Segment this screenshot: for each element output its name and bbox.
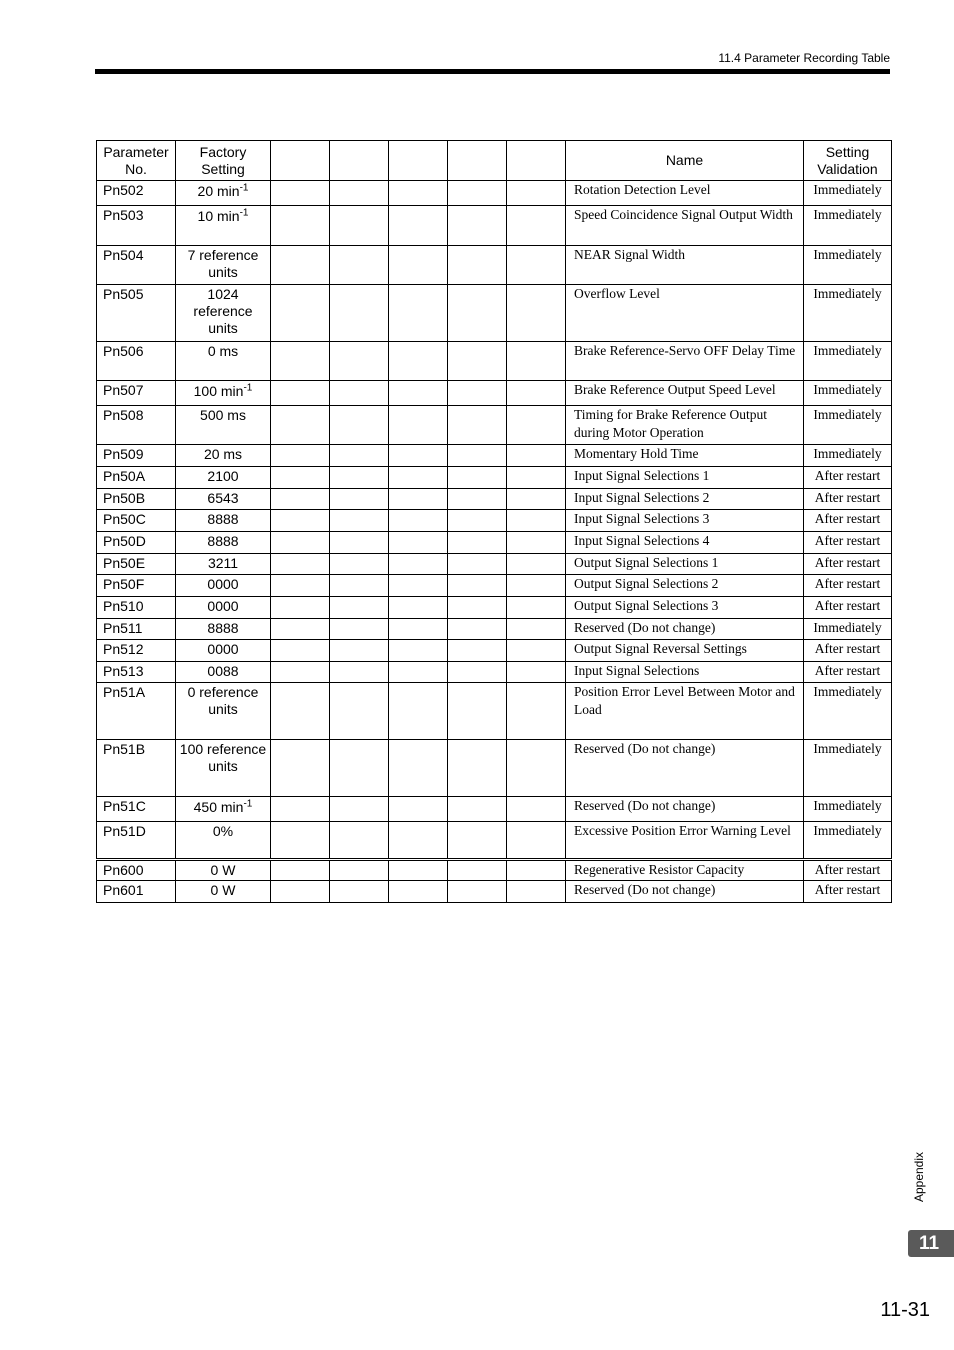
parameter-no-cell: Pn502 (97, 181, 176, 206)
setting-validation-cell: Immediately (804, 381, 892, 406)
parameter-name-cell: Regenerative Resistor Capacity (566, 860, 804, 881)
factory-setting-cell (176, 381, 271, 406)
recording-cell (330, 822, 389, 860)
parameter-name-cell: Output Signal Selections 1 (566, 554, 804, 575)
appendix-label-text: Appendix (912, 1151, 926, 1203)
recording-cell (330, 342, 389, 381)
setting-validation-cell: After restart (804, 597, 892, 619)
factory-setting-cell (176, 285, 271, 342)
factory-setting-cell (176, 489, 271, 510)
recording-cell (271, 467, 330, 489)
recording-cell (507, 181, 566, 206)
setting-validation-cell: Immediately (804, 206, 892, 246)
table-row (97, 640, 892, 662)
recording-cell (271, 532, 330, 554)
recording-cell (271, 619, 330, 640)
parameter-name-cell: Speed Coincidence Signal Output Width (566, 206, 804, 246)
factory-setting-value: 100 min (193, 383, 244, 399)
recording-cell (389, 342, 448, 381)
recording-cell (271, 860, 330, 881)
setting-validation-cell: After restart (804, 510, 892, 532)
parameter-name-cell: Timing for Brake Reference Output during Motor Operation (566, 406, 804, 445)
recording-cell (448, 640, 507, 662)
recording-cell (271, 206, 330, 246)
recording-cell (507, 445, 566, 467)
parameter-name-cell: Brake Reference Output Speed Level (566, 381, 804, 406)
factory-setting-cell (176, 797, 271, 822)
factory-setting-value: 0 reference units (187, 684, 259, 717)
unit-exponent: -1 (239, 182, 249, 194)
parameter-name-cell: Input Signal Selections 2 (566, 489, 804, 510)
recording-cell (330, 619, 389, 640)
setting-validation-cell: Immediately (804, 740, 892, 797)
recording-cell (330, 740, 389, 797)
parameter-name-cell: Input Signal Selections 4 (566, 532, 804, 554)
recording-cell (448, 510, 507, 532)
setting-validation-cell: After restart (804, 860, 892, 881)
recording-cell (330, 532, 389, 554)
recording-cell (330, 181, 389, 206)
header-rule (95, 69, 890, 74)
table-row (97, 662, 892, 683)
recording-cell (507, 740, 566, 797)
recording-cell (507, 619, 566, 640)
parameter-no-cell: Pn50D (97, 532, 176, 554)
recording-cell (507, 406, 566, 445)
recording-cell (448, 445, 507, 467)
recording-cell (330, 860, 389, 881)
table-row (97, 510, 892, 532)
parameter-name-cell: Reserved (Do not change) (566, 881, 804, 903)
factory-setting-value: 0000 (207, 641, 239, 657)
factory-setting-value: 1024 reference units (193, 286, 253, 336)
table-row (97, 406, 892, 445)
recording-cell (271, 445, 330, 467)
recording-cell (330, 881, 389, 903)
parameter-no-cell: Pn512 (97, 640, 176, 662)
recording-cell (507, 381, 566, 406)
recording-cell (330, 640, 389, 662)
table-row (97, 532, 892, 554)
parameter-no-cell: Pn508 (97, 406, 176, 445)
parameter-name-cell: Reserved (Do not change) (566, 797, 804, 822)
recording-cell (448, 406, 507, 445)
table-row (97, 597, 892, 619)
factory-setting-cell (176, 860, 271, 881)
recording-cell (389, 206, 448, 246)
recording-cell (389, 640, 448, 662)
recording-cell (389, 406, 448, 445)
parameter-no-cell: Pn506 (97, 342, 176, 381)
recording-cell (271, 597, 330, 619)
recording-cell (507, 285, 566, 342)
factory-setting-value: 100 reference units (179, 741, 267, 774)
parameter-no-cell: Pn51C (97, 797, 176, 822)
recording-cell (271, 554, 330, 575)
factory-setting-cell (176, 246, 271, 285)
table-row (97, 683, 892, 740)
recording-cell (448, 381, 507, 406)
recording-cell (507, 822, 566, 860)
recording-cell (271, 342, 330, 381)
recording-cell (448, 575, 507, 597)
recording-cell (330, 510, 389, 532)
recording-cell (448, 740, 507, 797)
table-row (97, 206, 892, 246)
recording-cell (330, 206, 389, 246)
factory-setting-cell (176, 662, 271, 683)
factory-setting-value: 2100 (207, 468, 239, 484)
factory-setting-cell (176, 181, 271, 206)
factory-setting-value: 6543 (207, 490, 239, 506)
factory-setting-value: 20 min (197, 183, 240, 199)
table-row (97, 445, 892, 467)
table-row (97, 554, 892, 575)
factory-setting-value: 500 ms (200, 407, 246, 423)
recording-cell (389, 510, 448, 532)
setting-validation-cell: Immediately (804, 342, 892, 381)
setting-validation-cell: Immediately (804, 285, 892, 342)
factory-setting-value: 8888 (207, 533, 239, 549)
recording-cell (448, 822, 507, 860)
factory-setting-cell (176, 467, 271, 489)
setting-validation-cell: After restart (804, 881, 892, 903)
unit-exponent: -1 (243, 382, 253, 394)
recording-cell (389, 285, 448, 342)
factory-setting-cell (176, 342, 271, 381)
factory-setting-cell (176, 881, 271, 903)
recording-cell (448, 683, 507, 740)
parameter-name-cell: Brake Reference-Servo OFF Delay Time (566, 342, 804, 381)
recording-cell (448, 662, 507, 683)
header-blank (507, 141, 566, 181)
parameter-name-cell: Output Signal Reversal Settings (566, 640, 804, 662)
recording-cell (389, 662, 448, 683)
recording-cell (507, 860, 566, 881)
parameter-no-cell: Pn50E (97, 554, 176, 575)
recording-cell (389, 181, 448, 206)
recording-cell (507, 532, 566, 554)
recording-cell (389, 683, 448, 740)
recording-cell (389, 489, 448, 510)
recording-cell (389, 797, 448, 822)
chapter-tab: 11 (908, 1230, 954, 1257)
parameter-name-cell: Input Signal Selections 3 (566, 510, 804, 532)
parameter-name-cell: Rotation Detection Level (566, 181, 804, 206)
recording-cell (389, 467, 448, 489)
recording-cell (448, 597, 507, 619)
recording-cell (330, 489, 389, 510)
table-row (97, 619, 892, 640)
parameter-name-cell: Excessive Position Error Warning Level (566, 822, 804, 860)
table-row (97, 740, 892, 797)
setting-validation-cell: After restart (804, 467, 892, 489)
recording-cell (389, 532, 448, 554)
recording-cell (330, 467, 389, 489)
recording-cell (330, 554, 389, 575)
recording-cell (448, 881, 507, 903)
parameter-name-cell: Output Signal Selections 3 (566, 597, 804, 619)
recording-cell (507, 881, 566, 903)
factory-setting-cell (176, 575, 271, 597)
page-number: 11-31 (880, 1299, 930, 1321)
table-row (97, 285, 892, 342)
parameter-name-cell: Reserved (Do not change) (566, 619, 804, 640)
header-parameter-no: Parameter No. (97, 141, 176, 181)
parameter-no-cell: Pn503 (97, 206, 176, 246)
header-factory-setting: Factory Setting (176, 141, 271, 181)
recording-cell (507, 797, 566, 822)
factory-setting-value: 0000 (207, 576, 239, 592)
factory-setting-cell (176, 554, 271, 575)
recording-cell (448, 246, 507, 285)
recording-cell (448, 554, 507, 575)
recording-cell (389, 740, 448, 797)
parameter-no-cell: Pn51D (97, 822, 176, 860)
setting-validation-cell: After restart (804, 532, 892, 554)
recording-cell (448, 342, 507, 381)
parameter-name-cell: Input Signal Selections (566, 662, 804, 683)
recording-cell (389, 246, 448, 285)
header-setting-validation: Setting Validation (804, 141, 892, 181)
recording-cell (507, 683, 566, 740)
setting-validation-cell: After restart (804, 575, 892, 597)
table-row (97, 797, 892, 822)
recording-cell (330, 406, 389, 445)
recording-cell (389, 597, 448, 619)
factory-setting-cell (176, 619, 271, 640)
recording-cell (507, 554, 566, 575)
header-name: Name (566, 141, 804, 181)
factory-setting-cell (176, 597, 271, 619)
factory-setting-value: 0 W (210, 882, 236, 898)
recording-cell (271, 246, 330, 285)
recording-cell (389, 575, 448, 597)
factory-setting-value: 0 W (210, 862, 236, 878)
factory-setting-cell (176, 640, 271, 662)
recording-cell (507, 489, 566, 510)
parameter-no-cell: Pn51B (97, 740, 176, 797)
recording-cell (507, 575, 566, 597)
parameter-recording-table (96, 140, 892, 903)
unit-exponent: -1 (243, 798, 253, 810)
parameter-name-cell: Position Error Level Between Motor and Load (566, 683, 804, 740)
factory-setting-cell (176, 445, 271, 467)
header-blank (448, 141, 507, 181)
recording-cell (271, 797, 330, 822)
table-row (97, 489, 892, 510)
parameter-no-cell: Pn600 (97, 860, 176, 881)
setting-validation-cell: Immediately (804, 683, 892, 740)
parameter-no-cell: Pn50A (97, 467, 176, 489)
recording-cell (507, 206, 566, 246)
parameter-name-cell: Output Signal Selections 2 (566, 575, 804, 597)
setting-validation-cell: Immediately (804, 406, 892, 445)
recording-cell (448, 181, 507, 206)
recording-cell (507, 510, 566, 532)
factory-setting-cell (176, 406, 271, 445)
recording-cell (448, 532, 507, 554)
factory-setting-value: 450 min (193, 799, 244, 815)
setting-validation-cell: Immediately (804, 181, 892, 206)
recording-cell (448, 489, 507, 510)
recording-cell (389, 445, 448, 467)
factory-setting-cell (176, 510, 271, 532)
parameter-no-cell: Pn50F (97, 575, 176, 597)
factory-setting-value: 0% (212, 823, 234, 839)
recording-cell (448, 285, 507, 342)
running-header: 11.4 Parameter Recording Table (718, 51, 890, 65)
parameter-no-cell: Pn504 (97, 246, 176, 285)
table-row (97, 860, 892, 881)
setting-validation-cell: After restart (804, 489, 892, 510)
recording-cell (389, 860, 448, 881)
recording-cell (271, 740, 330, 797)
recording-cell (389, 619, 448, 640)
table-row (97, 467, 892, 489)
recording-cell (271, 683, 330, 740)
parameter-name-cell: Input Signal Selections 1 (566, 467, 804, 489)
recording-cell (330, 246, 389, 285)
recording-cell (448, 619, 507, 640)
setting-validation-cell: After restart (804, 554, 892, 575)
table-row (97, 381, 892, 406)
recording-cell (330, 575, 389, 597)
setting-validation-cell: Immediately (804, 619, 892, 640)
setting-validation-cell: Immediately (804, 822, 892, 860)
recording-cell (271, 575, 330, 597)
recording-cell (507, 597, 566, 619)
recording-cell (271, 510, 330, 532)
recording-cell (389, 881, 448, 903)
recording-cell (271, 285, 330, 342)
parameter-name-cell: NEAR Signal Width (566, 246, 804, 285)
recording-cell (448, 467, 507, 489)
parameter-no-cell: Pn511 (97, 619, 176, 640)
setting-validation-cell: Immediately (804, 797, 892, 822)
factory-setting-value: 3211 (207, 555, 239, 571)
parameter-no-cell: Pn50B (97, 489, 176, 510)
factory-setting-value: 0088 (207, 663, 239, 679)
factory-setting-value: 8888 (207, 511, 239, 527)
setting-validation-cell: After restart (804, 662, 892, 683)
setting-validation-cell: After restart (804, 640, 892, 662)
recording-cell (448, 797, 507, 822)
recording-cell (389, 822, 448, 860)
parameter-no-cell: Pn507 (97, 381, 176, 406)
recording-cell (271, 381, 330, 406)
table-row (97, 822, 892, 860)
recording-cell (507, 342, 566, 381)
factory-setting-value: 0000 (207, 598, 239, 614)
factory-setting-value: 10 min (197, 208, 240, 224)
recording-cell (507, 246, 566, 285)
table-row (97, 246, 892, 285)
recording-cell (271, 489, 330, 510)
table-row (97, 575, 892, 597)
header-blank (330, 141, 389, 181)
recording-cell (448, 206, 507, 246)
factory-setting-value: 8888 (207, 620, 239, 636)
recording-cell (507, 467, 566, 489)
setting-validation-cell: Immediately (804, 246, 892, 285)
factory-setting-cell (176, 206, 271, 246)
recording-cell (271, 662, 330, 683)
factory-setting-cell (176, 740, 271, 797)
recording-cell (271, 406, 330, 445)
recording-cell (330, 381, 389, 406)
parameter-no-cell: Pn51A (97, 683, 176, 740)
appendix-side-label (909, 1148, 929, 1208)
recording-cell (271, 181, 330, 206)
recording-cell (330, 597, 389, 619)
recording-cell (448, 860, 507, 881)
parameter-no-cell: Pn50C (97, 510, 176, 532)
factory-setting-cell (176, 683, 271, 740)
recording-cell (271, 822, 330, 860)
parameter-name-cell: Overflow Level (566, 285, 804, 342)
parameter-no-cell: Pn601 (97, 881, 176, 903)
parameter-no-cell: Pn510 (97, 597, 176, 619)
factory-setting-value: 7 reference units (187, 247, 259, 280)
factory-setting-value: 20 ms (203, 446, 243, 462)
table-row (97, 881, 892, 903)
recording-cell (330, 445, 389, 467)
recording-cell (389, 554, 448, 575)
parameter-name-cell: Reserved (Do not change) (566, 740, 804, 797)
recording-cell (330, 662, 389, 683)
recording-cell (507, 662, 566, 683)
table-row (97, 181, 892, 206)
parameter-no-cell: Pn513 (97, 662, 176, 683)
factory-setting-cell (176, 822, 271, 860)
table-header-row (97, 141, 892, 181)
recording-cell (507, 640, 566, 662)
parameter-name-cell: Momentary Hold Time (566, 445, 804, 467)
unit-exponent: -1 (239, 207, 249, 219)
table-row (97, 342, 892, 381)
factory-setting-cell (176, 532, 271, 554)
recording-cell (330, 797, 389, 822)
recording-cell (330, 683, 389, 740)
recording-cell (271, 640, 330, 662)
header-blank (389, 141, 448, 181)
parameter-no-cell: Pn505 (97, 285, 176, 342)
factory-setting-value: 0 ms (207, 343, 239, 359)
recording-cell (389, 381, 448, 406)
recording-cell (271, 881, 330, 903)
header-blank (271, 141, 330, 181)
setting-validation-cell: Immediately (804, 445, 892, 467)
parameter-no-cell: Pn509 (97, 445, 176, 467)
recording-cell (330, 285, 389, 342)
